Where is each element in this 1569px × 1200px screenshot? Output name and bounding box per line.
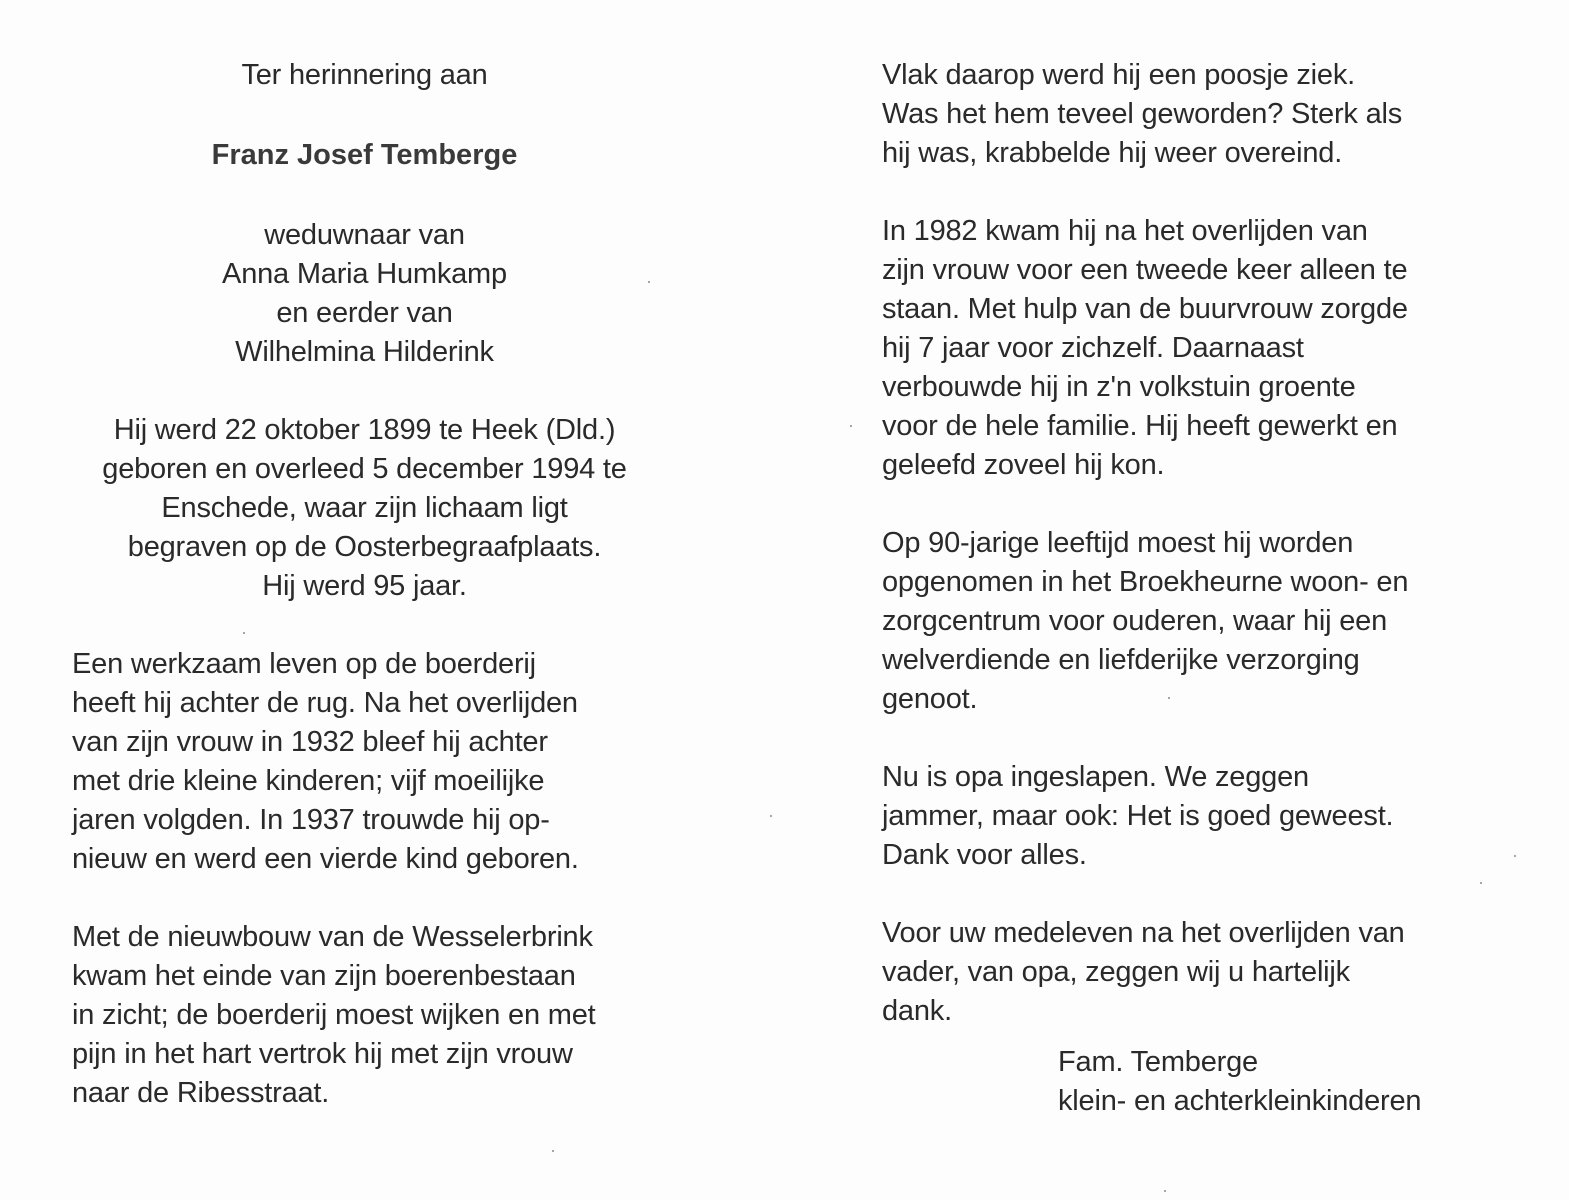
scan-speck xyxy=(1514,855,1516,857)
birth-line: Enschede, waar zijn lichaam ligt xyxy=(161,492,568,524)
scan-speck xyxy=(1164,1190,1166,1192)
paragraph-line: zorgcentrum voor ouderen, waar hij een xyxy=(882,605,1388,637)
paragraph-line: kwam het einde van zijn boerenbestaan xyxy=(72,960,576,992)
paragraph-line: met drie kleine kinderen; vijf moeilijke xyxy=(72,765,545,797)
spouse-line: en eerder van xyxy=(276,297,453,329)
paragraph-line: Dank voor alles. xyxy=(882,839,1087,871)
spouse-block xyxy=(72,216,657,372)
deceased-name: Franz Josef Temberge xyxy=(211,139,518,171)
paragraph-line: dank. xyxy=(882,995,952,1027)
paragraph-line: Op 90-jarige leeftijd moest hij worden xyxy=(882,527,1354,559)
paragraph-line: van zijn vrouw in 1932 bleef hij achter xyxy=(72,726,548,758)
scan-speck xyxy=(648,281,650,283)
paragraph-alone xyxy=(882,212,1482,485)
paragraph-line: Vlak daarop werd hij een poosje ziek. xyxy=(882,59,1355,91)
paragraph-line: Nu is opa ingeslapen. We zeggen xyxy=(882,761,1309,793)
paragraph-line: In 1982 kwam hij na het overlijden van xyxy=(882,215,1368,247)
paragraph-care-home xyxy=(882,524,1482,719)
paragraph-farewell xyxy=(882,758,1482,875)
heading: Ter herinnering aan xyxy=(241,59,488,91)
paragraph-line: jammer, maar ook: Het is goed geweest. xyxy=(882,800,1394,832)
birth-line: Hij werd 22 oktober 1899 te Heek (Dld.) xyxy=(113,414,616,446)
birth-line: Hij werd 95 jaar. xyxy=(262,570,467,602)
paragraph-line: Een werkzaam leven op de boerderij xyxy=(72,648,536,680)
left-column xyxy=(72,56,657,1113)
spouse-line: Anna Maria Humkamp xyxy=(222,258,507,290)
paragraph-line: jaren volgden. In 1937 trouwde hij op- xyxy=(72,804,550,836)
paragraph-line: opgenomen in het Broekheurne woon- en xyxy=(882,566,1409,598)
scan-speck xyxy=(1168,697,1170,699)
paragraph-line: staan. Met hulp van de buurvrouw zorgde xyxy=(882,293,1408,325)
paragraph-line: Met de nieuwbouw van de Wesselerbrink xyxy=(72,921,593,953)
signature-line: klein- en achterkleinkinderen xyxy=(1058,1085,1422,1117)
signature-line: Fam. Temberge xyxy=(1058,1046,1258,1078)
paragraph-line: Voor uw medeleven na het overlijden van xyxy=(882,917,1405,949)
right-column xyxy=(882,56,1482,1121)
paragraph-line: vader, van opa, zeggen wij u hartelijk xyxy=(882,956,1350,988)
paragraph-line: verbouwde hij in z'n volkstuin groente xyxy=(882,371,1356,403)
scan-speck xyxy=(1480,882,1482,884)
scan-speck xyxy=(850,425,852,427)
paragraph-line: pijn in het hart vertrok hij met zijn vrouw xyxy=(72,1038,573,1070)
paragraph-line: zijn vrouw voor een tweede keer alleen te xyxy=(882,254,1408,286)
paragraph-line: heeft hij achter de rug. Na het overlijden xyxy=(72,687,578,719)
birth-line: begraven op de Oosterbegraafplaats. xyxy=(127,531,602,563)
scan-speck xyxy=(770,815,772,817)
paragraph-line: welverdiende en liefderijke verzorging xyxy=(882,644,1360,676)
paragraph-line: voor de hele familie. Hij heeft gewerkt en xyxy=(882,410,1398,442)
paragraph-line: in zicht; de boerderij moest wijken en met xyxy=(72,999,596,1031)
paragraph-line: nieuw en werd een vierde kind geboren. xyxy=(72,843,579,875)
paragraph-line: hij was, krabbelde hij weer overeind. xyxy=(882,137,1343,169)
paragraph-line: hij 7 jaar voor zichzelf. Daarnaast xyxy=(882,332,1304,364)
paragraph-thanks xyxy=(882,914,1482,1031)
paragraph-line: naar de Ribesstraat. xyxy=(72,1077,330,1109)
scan-speck xyxy=(243,632,245,634)
paragraph-illness xyxy=(882,56,1482,173)
spouse-line: Wilhelmina Hilderink xyxy=(235,336,494,368)
spouse-line: weduwnaar van xyxy=(264,219,465,251)
birth-line: geboren en overleed 5 december 1994 te xyxy=(102,453,627,485)
paragraph-line: Was het hem teveel geworden? Sterk als xyxy=(882,98,1403,130)
paragraph-line: genoot. xyxy=(882,683,978,715)
paragraph-line: geleefd zoveel hij kon. xyxy=(882,449,1165,481)
family-signature xyxy=(882,1043,1482,1121)
scan-speck xyxy=(552,1150,554,1152)
paragraph-wesselerbrink xyxy=(72,918,657,1113)
birth-block xyxy=(72,411,657,606)
paragraph-farm-life xyxy=(72,645,657,879)
